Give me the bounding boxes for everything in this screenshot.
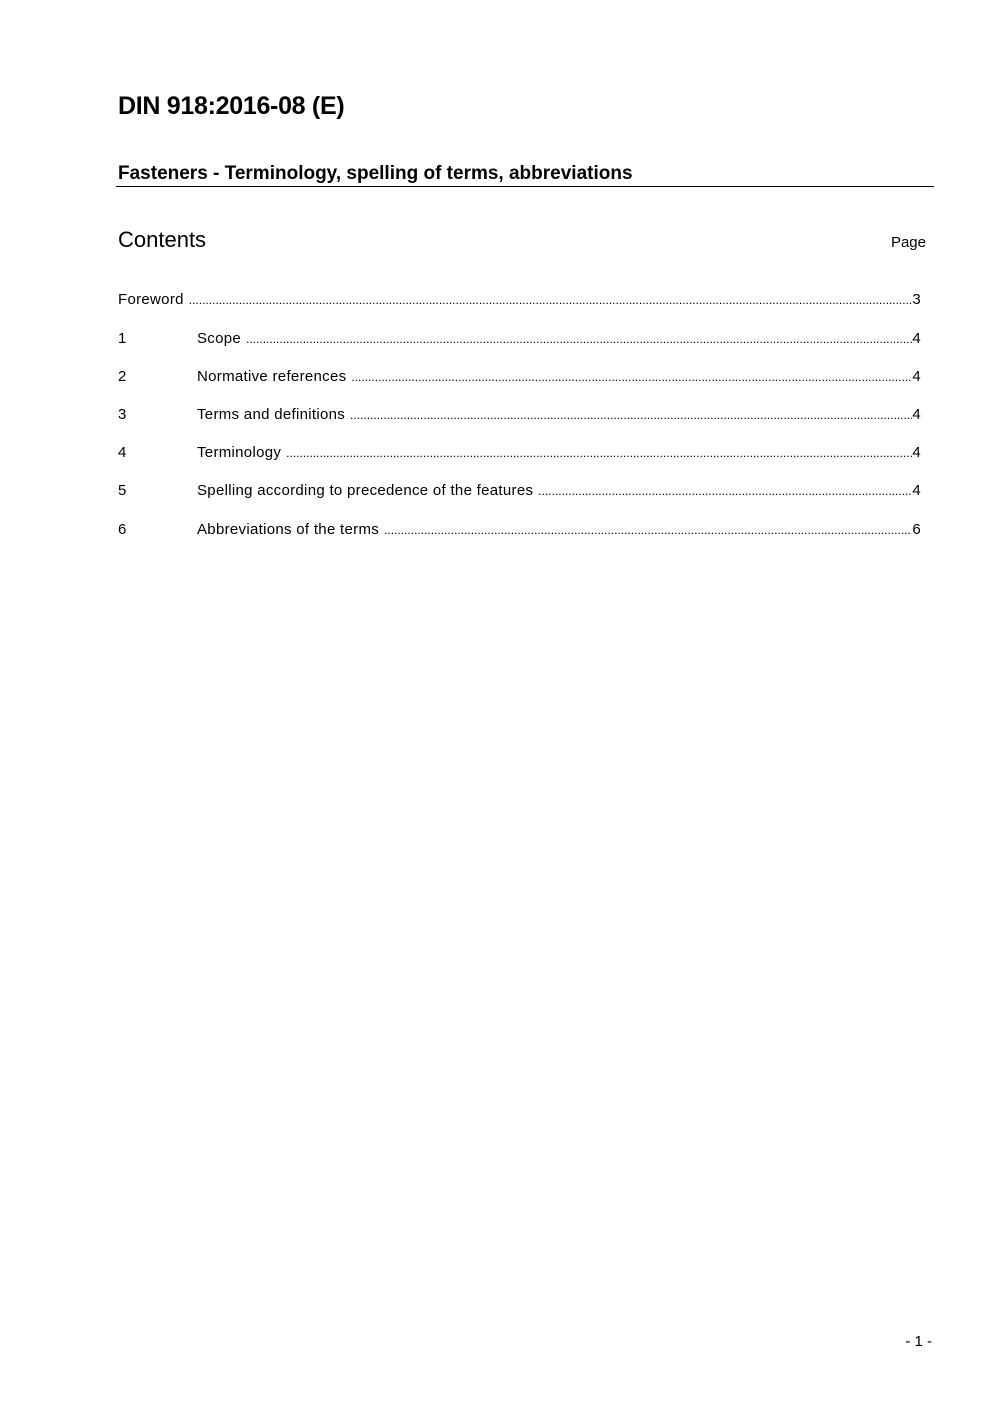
toc-leader-dots xyxy=(189,293,913,307)
toc-entry-foreword[interactable] xyxy=(118,291,921,310)
toc-entry-number: 5 xyxy=(118,482,127,499)
toc-entry-normative-references[interactable] xyxy=(118,368,921,387)
toc-entry-terminology[interactable] xyxy=(118,444,921,463)
subtitle-rule xyxy=(116,186,934,187)
toc-entry-title[interactable]: Foreword xyxy=(118,291,184,308)
toc-entry-title[interactable]: Terms and definitions xyxy=(197,406,346,423)
toc-entry-title[interactable]: Scope xyxy=(197,329,242,347)
toc-entry-abbreviations[interactable] xyxy=(118,521,921,540)
toc-entry-page: 4 xyxy=(912,444,921,461)
toc-entry-page: 4 xyxy=(912,367,921,385)
toc-entry-spelling[interactable] xyxy=(118,482,921,501)
footer-page-number: - 1 - xyxy=(905,1333,932,1350)
toc-entry-title[interactable]: Terminology xyxy=(197,444,282,461)
document-title: DIN 918:2016-08 (E) xyxy=(118,92,345,120)
toc-leader-dots xyxy=(384,523,912,537)
toc-entry-scope[interactable] xyxy=(118,330,921,349)
toc-entry-number: 2 xyxy=(118,367,127,385)
toc-leader-dots xyxy=(286,446,912,460)
toc-entry-number: 6 xyxy=(118,520,127,538)
toc-leader-dots xyxy=(350,408,912,422)
toc-leader-dots xyxy=(538,484,912,498)
toc-leader-dots xyxy=(351,370,912,384)
toc-entry-number: 4 xyxy=(118,444,127,461)
document-subtitle: Fasteners - Terminology, spelling of terms, abbreviations xyxy=(118,163,633,184)
contents-heading: Contents xyxy=(118,227,207,252)
toc-entry-number: 1 xyxy=(118,329,127,347)
toc-entry-page: 3 xyxy=(912,291,921,308)
toc-entry-page: 4 xyxy=(912,406,921,423)
toc-entry-title[interactable]: Normative references xyxy=(197,367,347,385)
toc-leader-dots xyxy=(246,332,912,346)
toc-entry-terms-and-definitions[interactable] xyxy=(118,406,921,425)
toc-entry-page: 6 xyxy=(912,520,921,538)
toc-entry-title[interactable]: Spelling according to precedence of the features xyxy=(197,482,534,499)
table-of-contents xyxy=(118,291,921,540)
toc-entry-page: 4 xyxy=(912,329,921,347)
page-column-heading: Page xyxy=(890,234,926,251)
toc-entry-title[interactable]: Abbreviations of the terms xyxy=(197,520,380,538)
toc-entry-page: 4 xyxy=(912,482,921,499)
toc-entry-number: 3 xyxy=(118,406,127,423)
